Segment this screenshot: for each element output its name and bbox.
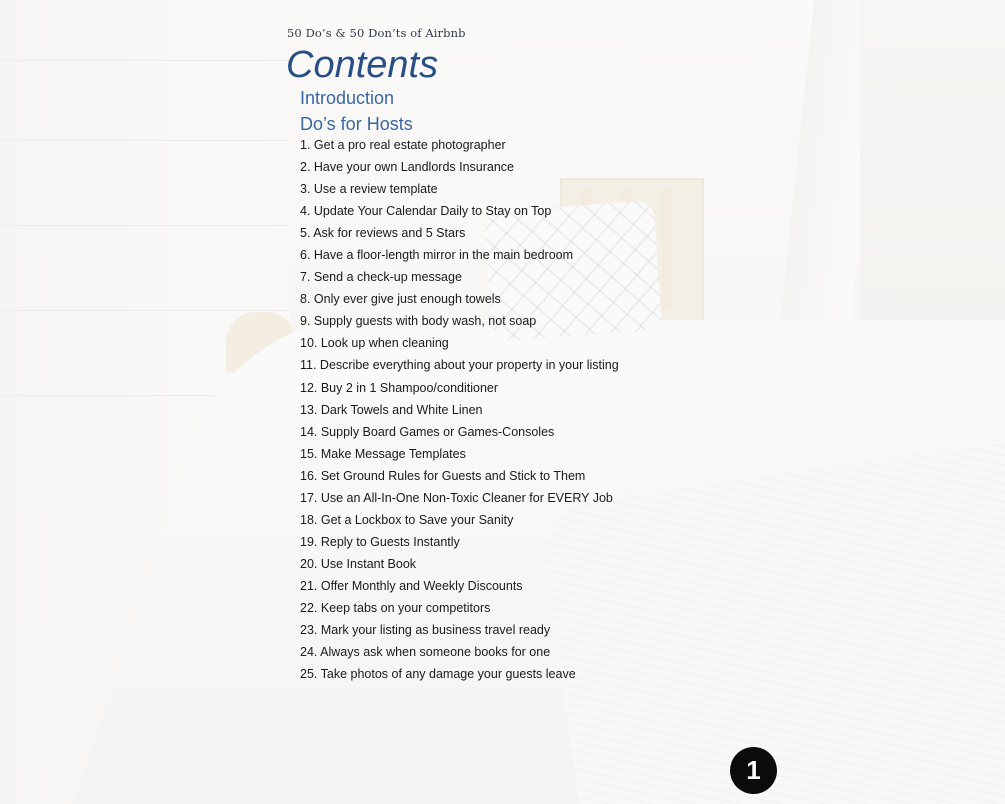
toc-item[interactable]: 23. Mark your listing as business travel ready	[300, 623, 551, 638]
toc-item[interactable]: 19. Reply to Guests Instantly	[300, 534, 460, 549]
page-number-badge: 1	[730, 747, 777, 794]
toc-item[interactable]: 2. Have your own Landlords Insurance	[300, 160, 515, 175]
toc-item[interactable]: 24. Always ask when someone books for one	[300, 645, 551, 660]
toc-item[interactable]: 9. Supply guests with body wash, not soap	[300, 314, 537, 329]
toc-list	[300, 135, 619, 686]
toc-item[interactable]: 3. Use a review template	[300, 182, 438, 197]
toc-item[interactable]: 17. Use an All-In-One Non-Toxic Cleaner for EVERY Job	[300, 490, 613, 505]
toc-item[interactable]: 15. Make Message Templates	[300, 446, 466, 461]
toc-item[interactable]: 7. Send a check-up message	[300, 270, 462, 285]
toc-item[interactable]: 5. Ask for reviews and 5 Stars	[300, 226, 466, 241]
toc-item[interactable]: 12. Buy 2 in 1 Shampoo/conditioner	[300, 380, 499, 395]
toc-item[interactable]: 21. Offer Monthly and Weekly Discounts	[300, 578, 523, 593]
toc-item[interactable]: 20. Use Instant Book	[300, 556, 417, 571]
toc-section-introduction[interactable]: Introduction	[300, 88, 395, 108]
book-title-header: 50 Do’s & 50 Don’ts of Airbnb	[287, 26, 466, 40]
toc-item[interactable]: 13. Dark Towels and White Linen	[300, 402, 483, 417]
contents-title: Contents	[286, 44, 439, 86]
toc-item[interactable]: 25. Take photos of any damage your guests leave	[300, 667, 576, 682]
toc-item[interactable]: 6. Have a floor-length mirror in the main bedroom	[300, 248, 574, 263]
toc-item[interactable]: 16. Set Ground Rules for Guests and Stick to Them	[300, 468, 586, 483]
toc-item[interactable]: 1. Get a pro real estate photographer	[300, 138, 506, 152]
toc-item[interactable]: 18. Get a Lockbox to Save your Sanity	[300, 512, 514, 527]
toc-item[interactable]: 8. Only ever give just enough towels	[300, 292, 501, 307]
toc-item[interactable]: 14. Supply Board Games or Games-Consoles	[300, 424, 555, 439]
toc-item[interactable]: 22. Keep tabs on your competitors	[300, 600, 491, 615]
toc-item[interactable]: 10. Look up when cleaning	[300, 336, 449, 351]
toc-item[interactable]: 4. Update Your Calendar Daily to Stay on Top	[300, 204, 552, 219]
toc-item[interactable]: 11. Describe everything about your property in your listing	[300, 358, 619, 373]
toc-section-dos-for-hosts[interactable]: Do’s for Hosts	[300, 114, 413, 134]
